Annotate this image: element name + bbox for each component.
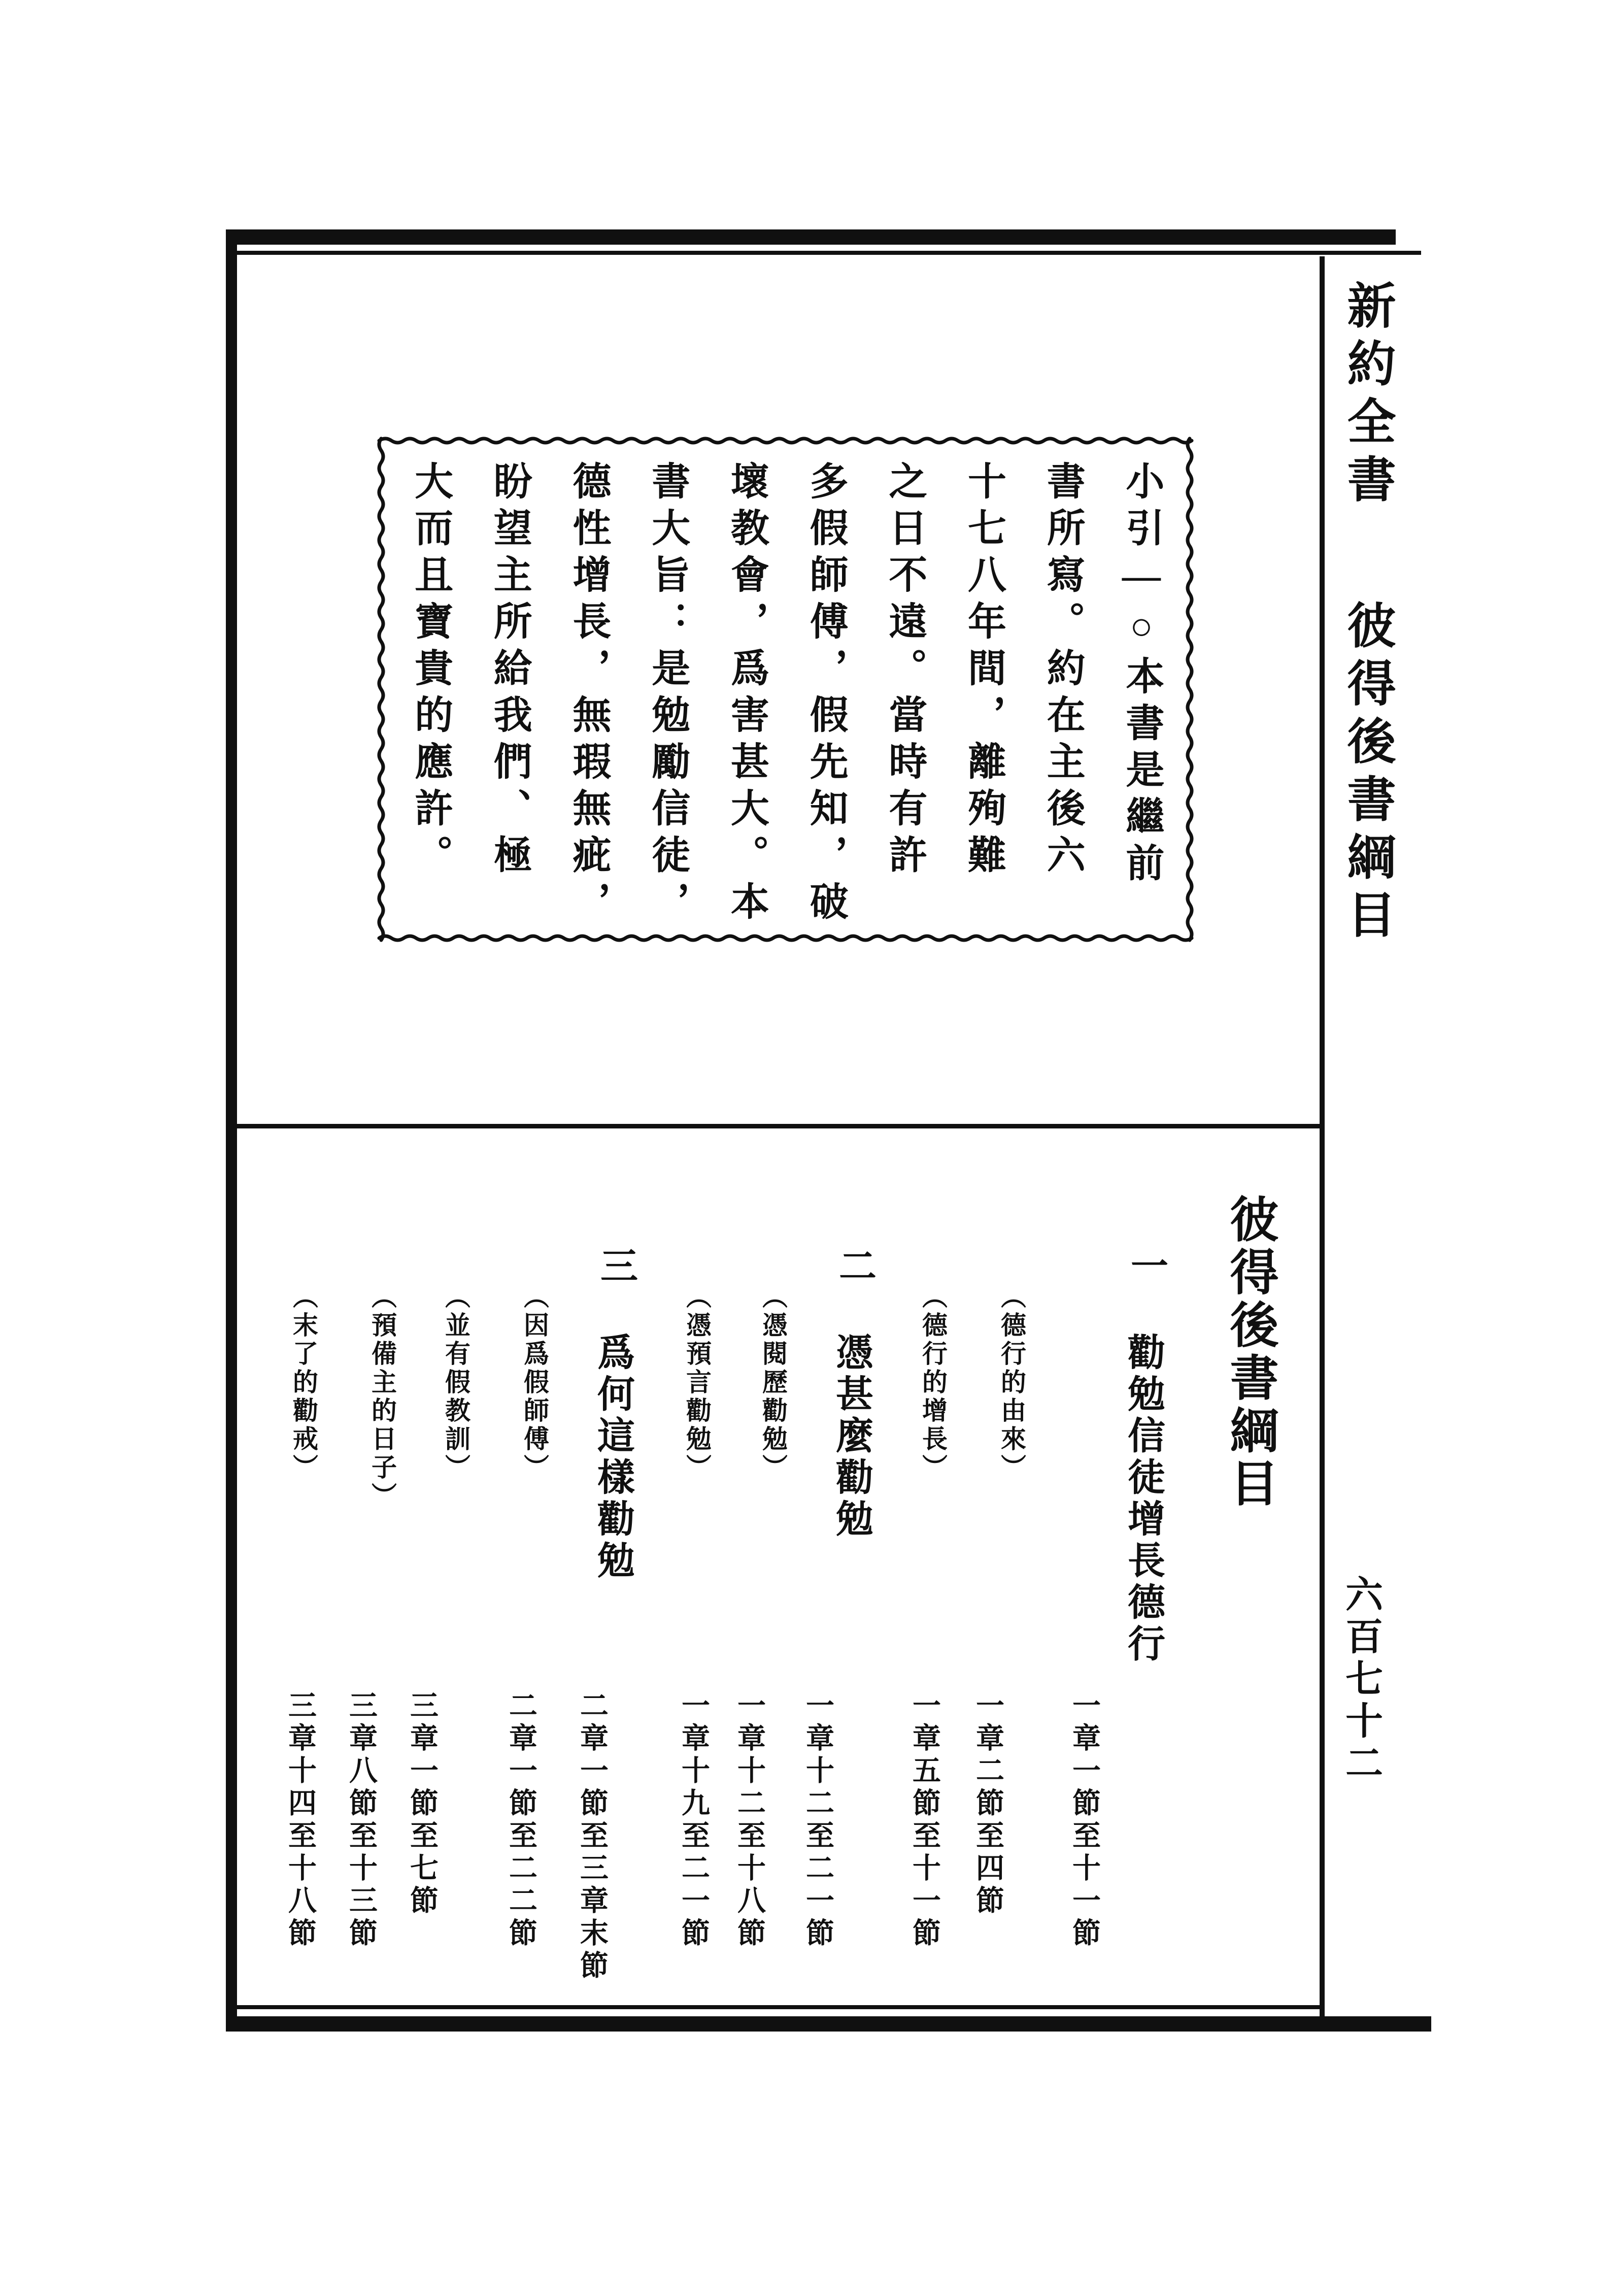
- item-text: （德行的增長）: [919, 1283, 947, 1482]
- item-text: （末了的勸戒）: [289, 1283, 318, 1482]
- item-number: 一: [1125, 1246, 1167, 1284]
- outline-item-sub: [345, 1137, 436, 2031]
- margin-testament-title: 新約全書: [1340, 280, 1395, 512]
- outline-item-sub: [908, 1137, 987, 2031]
- intro-column: 壞教會，爲害甚大。本: [725, 461, 768, 928]
- margin-book-title: 彼得後書綱目: [1340, 600, 1395, 947]
- item-verse-reference: 二章一節至三章末節: [576, 1690, 608, 1983]
- item-verse-reference: 三章八節至十三節: [345, 1690, 377, 1950]
- frame-top-thick-rule: [226, 229, 1396, 245]
- outline-item-sub: [733, 1137, 827, 2031]
- item-text: 勸勉信徒增長德行: [1122, 1333, 1164, 1666]
- item-verse-reference: 一章五節至十一節: [908, 1690, 940, 1950]
- frame-left-rule: [226, 229, 237, 2032]
- item-text: （並有假教訓）: [442, 1283, 470, 1482]
- intro-column: 多假師傅，假先知，破: [804, 461, 847, 928]
- intro-column: 之日不遠。當時有許: [883, 461, 926, 881]
- intro-column: 德性增長，無瑕無疵，: [567, 461, 610, 928]
- section-divider-rule: [231, 1124, 1322, 1128]
- item-text: （德行的由來）: [997, 1283, 1026, 1482]
- wavy-border-edge: [379, 936, 1192, 940]
- intro-column: 盼望主所給我們、極: [488, 461, 531, 881]
- item-text: 爲何這樣勸勉: [592, 1333, 633, 1582]
- outline-item-sub: [284, 1137, 358, 2031]
- item-text: 憑甚麼勸勉: [830, 1333, 872, 1541]
- item-number: 二: [833, 1246, 875, 1284]
- intro-column: 書大旨：是勉勵信徒，: [646, 461, 689, 928]
- outline-item-sub: [972, 1137, 1066, 2031]
- outline-item-sub: [678, 1137, 751, 2031]
- intro-box: [373, 432, 1198, 946]
- item-verse-reference: 一章二節至四節: [972, 1690, 1003, 1918]
- item-verse-reference: 一章十二至二一節: [802, 1690, 833, 1950]
- item-verse-reference: 三章十四至十八節: [284, 1690, 316, 1950]
- item-number: 三: [595, 1246, 636, 1284]
- frame-top-thin-rule: [226, 251, 1421, 255]
- item-text: （因爲假師傅）: [520, 1283, 549, 1482]
- frame-right-rule: [1320, 256, 1325, 2032]
- wavy-border-edge: [379, 439, 1192, 443]
- outline-item-main: [802, 1137, 899, 2031]
- outline-item-sub: [406, 1137, 510, 2031]
- wavy-border-edge: [379, 439, 383, 940]
- item-verse-reference: 一章十九至二一節: [678, 1690, 709, 1950]
- outline-item-sub: [505, 1137, 589, 2031]
- outline-item-main: [1068, 1137, 1191, 2031]
- item-verse-reference: 一章十二至十八節: [733, 1690, 765, 1950]
- intro-column: 書所寫。約在主後六: [1041, 461, 1084, 881]
- page-number: 六百七十二: [1340, 1575, 1382, 1785]
- item-text: （憑閱歷勸勉）: [759, 1283, 787, 1482]
- item-text: （預備主的日子）: [368, 1283, 396, 1511]
- item-verse-reference: 三章一節至七節: [406, 1690, 437, 1918]
- intro-columns: [409, 461, 1162, 926]
- item-verse-reference: 二章一節至二二節: [505, 1690, 536, 1950]
- intro-column: 小引—○本書是繼前: [1120, 461, 1163, 889]
- item-verse-reference: 一章一節至十一節: [1068, 1690, 1100, 1950]
- outline-item-main: [576, 1137, 661, 2031]
- wavy-border-edge: [1188, 439, 1192, 940]
- outline-title: 彼得後書綱目: [1223, 1194, 1277, 1511]
- intro-column: 大而且寶貴的應許。: [409, 461, 452, 881]
- intro-column: 十七八年間，離殉難: [962, 461, 1005, 881]
- item-text: （憑預言勸勉）: [683, 1283, 711, 1482]
